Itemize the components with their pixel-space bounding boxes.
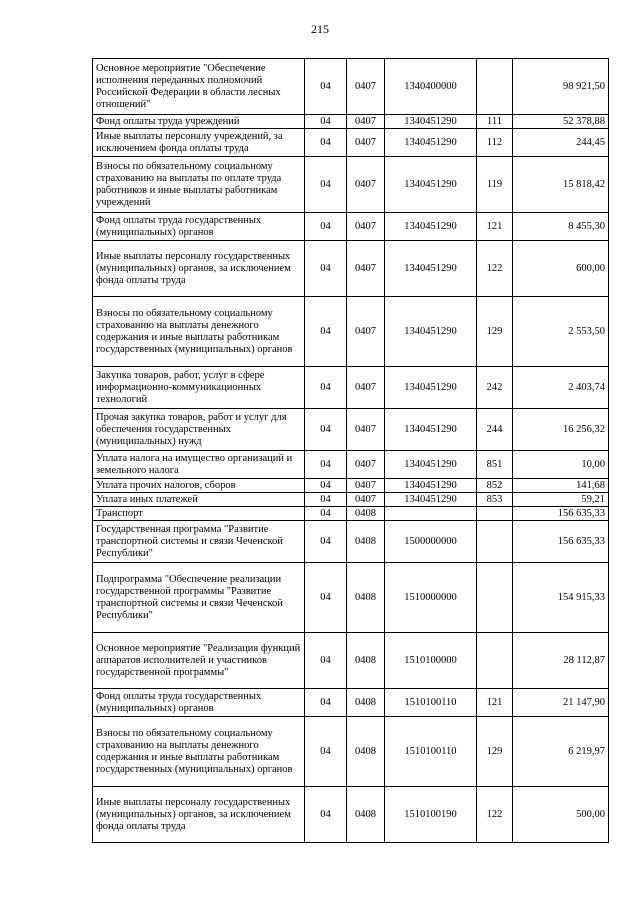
row-target-article-code: 1340451290 — [385, 241, 477, 297]
row-subsection-code: 0407 — [347, 59, 385, 115]
row-section-code: 04 — [305, 479, 347, 493]
row-target-article-code: 1510100110 — [385, 689, 477, 717]
row-section-code: 04 — [305, 689, 347, 717]
table-row — [93, 59, 609, 115]
row-target-article-code: 1340451290 — [385, 297, 477, 367]
row-subsection-code: 0408 — [347, 521, 385, 563]
row-amount: 500,00 — [513, 787, 609, 843]
page-number: 215 — [311, 22, 329, 36]
row-section-code: 04 — [305, 451, 347, 479]
row-subsection-code: 0408 — [347, 507, 385, 521]
row-section-code: 04 — [305, 493, 347, 507]
row-target-article-code: 1340400000 — [385, 59, 477, 115]
row-name: Уплата иных платежей — [93, 493, 305, 507]
row-expense-type-code: 121 — [477, 213, 513, 241]
row-name: Фонд оплаты труда государственных (муниципальных) органов — [93, 689, 305, 717]
row-expense-type-code: 111 — [477, 115, 513, 129]
row-target-article-code: 1340451290 — [385, 451, 477, 479]
table-row — [93, 563, 609, 633]
row-name: Взносы по обязательному социальному страхованию на выплаты денежного содержания и иные выплаты работникам государственных (муниципальных) органов — [93, 717, 305, 787]
row-subsection-code: 0408 — [347, 689, 385, 717]
row-subsection-code: 0407 — [347, 297, 385, 367]
row-section-code: 04 — [305, 507, 347, 521]
row-subsection-code: 0407 — [347, 367, 385, 409]
row-section-code: 04 — [305, 409, 347, 451]
row-amount: 59,21 — [513, 493, 609, 507]
row-expense-type-code: 122 — [477, 787, 513, 843]
row-amount: 141,68 — [513, 479, 609, 493]
table-row — [93, 507, 609, 521]
row-subsection-code: 0408 — [347, 717, 385, 787]
row-amount: 2 553,50 — [513, 297, 609, 367]
row-subsection-code: 0407 — [347, 451, 385, 479]
row-amount: 16 256,32 — [513, 409, 609, 451]
table-row — [93, 129, 609, 157]
row-subsection-code: 0407 — [347, 241, 385, 297]
row-subsection-code: 0407 — [347, 479, 385, 493]
row-subsection-code: 0407 — [347, 409, 385, 451]
table-row — [93, 479, 609, 493]
table-row — [93, 115, 609, 129]
row-amount: 154 915,33 — [513, 563, 609, 633]
table-row — [93, 717, 609, 787]
row-expense-type-code: 129 — [477, 717, 513, 787]
table-row — [93, 521, 609, 563]
row-section-code: 04 — [305, 129, 347, 157]
row-amount: 2 403,74 — [513, 367, 609, 409]
row-amount: 21 147,90 — [513, 689, 609, 717]
row-expense-type-code — [477, 633, 513, 689]
table-row — [93, 409, 609, 451]
table-row — [93, 367, 609, 409]
row-section-code: 04 — [305, 717, 347, 787]
row-target-article-code: 1510100000 — [385, 633, 477, 689]
row-amount: 244,45 — [513, 129, 609, 157]
row-subsection-code: 0407 — [347, 213, 385, 241]
row-name: Взносы по обязательному социальному страхованию на выплаты по оплате труда работников и иные выплаты работникам учреждений — [93, 157, 305, 213]
row-expense-type-code — [477, 507, 513, 521]
table-row — [93, 241, 609, 297]
row-expense-type-code: 119 — [477, 157, 513, 213]
row-amount: 8 455,30 — [513, 213, 609, 241]
row-expense-type-code: 112 — [477, 129, 513, 157]
row-expense-type-code: 853 — [477, 493, 513, 507]
row-expense-type-code: 852 — [477, 479, 513, 493]
row-target-article-code: 1340451290 — [385, 409, 477, 451]
row-name: Основное мероприятие "Реализация функций аппаратов исполнителей и участников государственной программы" — [93, 633, 305, 689]
row-amount: 6 219,97 — [513, 717, 609, 787]
row-subsection-code: 0407 — [347, 115, 385, 129]
row-name: Прочая закупка товаров, работ и услуг для обеспечения государственных (муниципальных) нужд — [93, 409, 305, 451]
row-name: Фонд оплаты труда государственных (муниципальных) органов — [93, 213, 305, 241]
row-target-article-code: 1340451290 — [385, 479, 477, 493]
table-row — [93, 213, 609, 241]
row-amount: 98 921,50 — [513, 59, 609, 115]
budget-table — [92, 58, 609, 843]
budget-table-body — [93, 59, 609, 843]
row-expense-type-code: 244 — [477, 409, 513, 451]
table-row — [93, 689, 609, 717]
row-target-article-code: 1510100110 — [385, 717, 477, 787]
row-name: Иные выплаты персоналу учреждений, за исключением фонда оплаты труда — [93, 129, 305, 157]
row-expense-type-code: 122 — [477, 241, 513, 297]
row-target-article-code — [385, 507, 477, 521]
row-section-code: 04 — [305, 521, 347, 563]
row-section-code: 04 — [305, 633, 347, 689]
row-name: Уплата прочих налогов, сборов — [93, 479, 305, 493]
table-row — [93, 493, 609, 507]
row-section-code: 04 — [305, 787, 347, 843]
row-subsection-code: 0408 — [347, 633, 385, 689]
table-row — [93, 633, 609, 689]
row-expense-type-code — [477, 563, 513, 633]
row-amount: 156 635,33 — [513, 507, 609, 521]
row-section-code: 04 — [305, 297, 347, 367]
row-expense-type-code — [477, 521, 513, 563]
row-target-article-code: 1340451290 — [385, 213, 477, 241]
row-target-article-code: 1500000000 — [385, 521, 477, 563]
table-row — [93, 157, 609, 213]
row-amount: 28 112,87 — [513, 633, 609, 689]
row-name: Уплата налога на имущество организаций и земельного налога — [93, 451, 305, 479]
row-name: Взносы по обязательному социальному страхованию на выплаты денежного содержания и иные выплаты работникам государственных (муниципальных) органов — [93, 297, 305, 367]
row-section-code: 04 — [305, 213, 347, 241]
row-name: Иные выплаты персоналу государственных (муниципальных) органов, за исключением фонда оплаты труда — [93, 787, 305, 843]
row-subsection-code: 0408 — [347, 563, 385, 633]
row-amount: 10,00 — [513, 451, 609, 479]
row-name: Транспорт — [93, 507, 305, 521]
row-name: Государственная программа "Развитие транспортной системы и связи Чеченской Республики" — [93, 521, 305, 563]
row-name: Иные выплаты персоналу государственных (муниципальных) органов, за исключением фонда оплаты труда — [93, 241, 305, 297]
row-section-code: 04 — [305, 241, 347, 297]
row-expense-type-code: 242 — [477, 367, 513, 409]
row-target-article-code: 1510000000 — [385, 563, 477, 633]
row-amount: 600,00 — [513, 241, 609, 297]
row-subsection-code: 0407 — [347, 129, 385, 157]
row-name: Основное мероприятие "Обеспечение исполнения переданных полномочий Российской Федерации в области лесных отношений" — [93, 59, 305, 115]
row-section-code: 04 — [305, 367, 347, 409]
row-target-article-code: 1510100190 — [385, 787, 477, 843]
row-expense-type-code — [477, 59, 513, 115]
row-subsection-code: 0407 — [347, 157, 385, 213]
row-expense-type-code: 851 — [477, 451, 513, 479]
row-expense-type-code: 129 — [477, 297, 513, 367]
row-target-article-code: 1340451290 — [385, 129, 477, 157]
row-target-article-code: 1340451290 — [385, 157, 477, 213]
row-name: Фонд оплаты труда учреждений — [93, 115, 305, 129]
row-name: Подпрограмма "Обеспечение реализации государственной программы "Развитие транспортной системы и связи Чеченской Республики" — [93, 563, 305, 633]
row-section-code: 04 — [305, 59, 347, 115]
table-row — [93, 787, 609, 843]
row-amount: 52 378,88 — [513, 115, 609, 129]
table-row — [93, 297, 609, 367]
row-target-article-code: 1340451290 — [385, 493, 477, 507]
row-section-code: 04 — [305, 115, 347, 129]
row-amount: 15 818,42 — [513, 157, 609, 213]
row-name: Закупка товаров, работ, услуг в сфере информационно-коммуникационных технологий — [93, 367, 305, 409]
row-expense-type-code: 121 — [477, 689, 513, 717]
row-target-article-code: 1340451290 — [385, 115, 477, 129]
row-section-code: 04 — [305, 563, 347, 633]
row-section-code: 04 — [305, 157, 347, 213]
row-subsection-code: 0408 — [347, 787, 385, 843]
table-row — [93, 451, 609, 479]
row-subsection-code: 0407 — [347, 493, 385, 507]
row-amount: 156 635,33 — [513, 521, 609, 563]
row-target-article-code: 1340451290 — [385, 367, 477, 409]
